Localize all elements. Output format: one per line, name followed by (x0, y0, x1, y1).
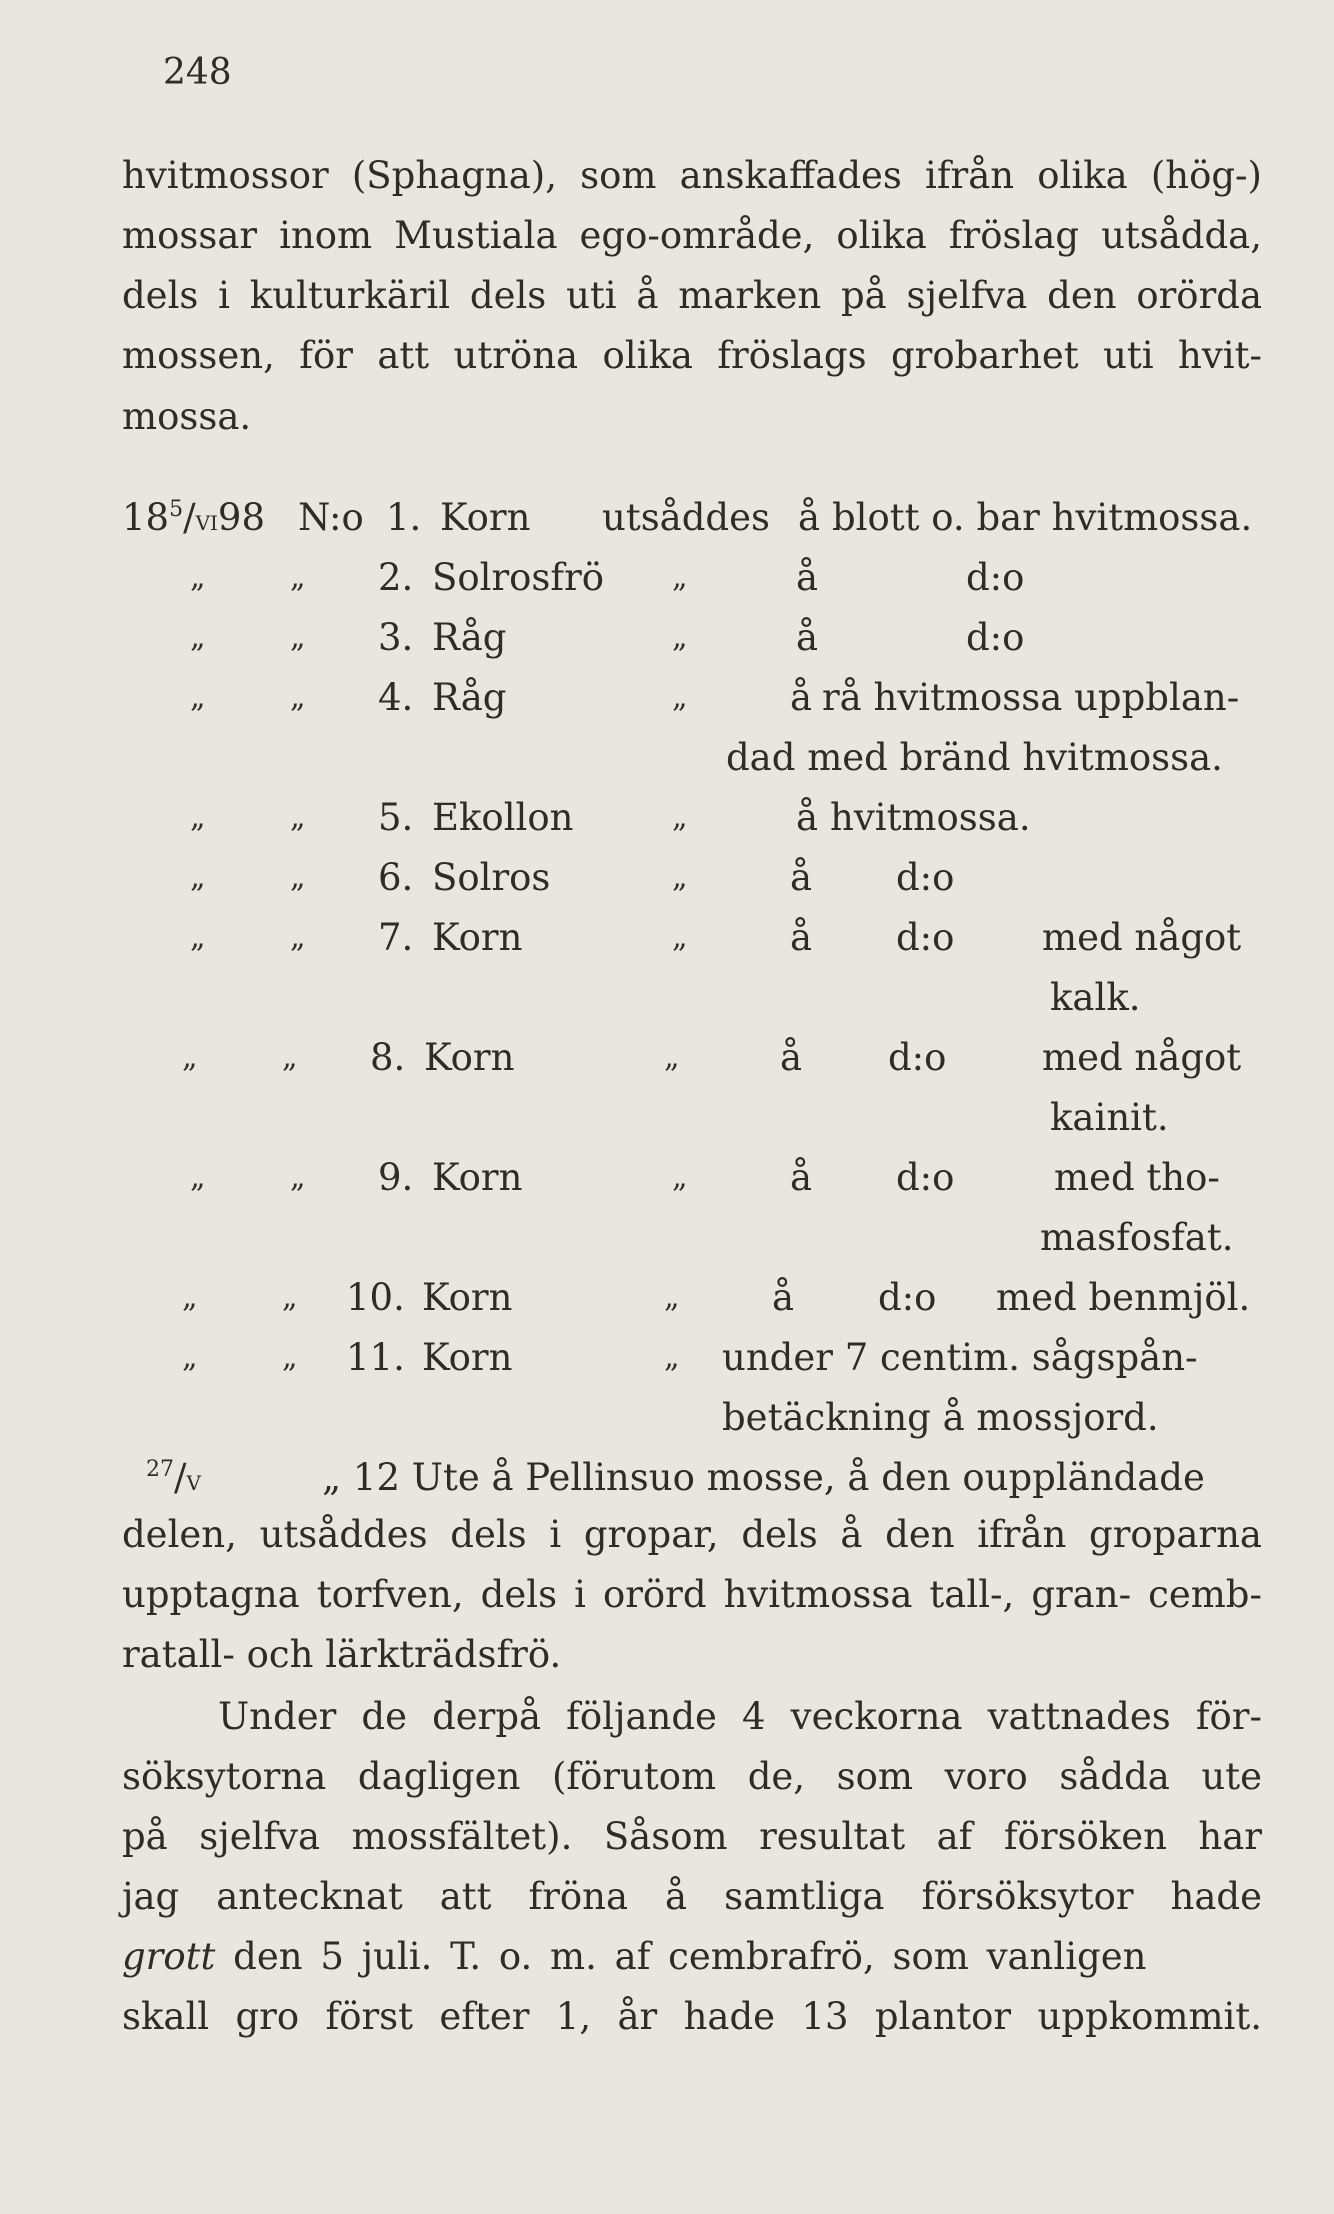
text-line: jag antecknat att fröna å samtliga försöksytor hade (122, 1875, 1262, 1918)
preposition: å (798, 496, 821, 539)
text-line: ratall- och lärkträdsfrö. (122, 1633, 562, 1676)
ditto-mark: „ (672, 560, 688, 595)
preposition: å (796, 796, 819, 839)
italic-word: grott (122, 1935, 216, 1978)
text-line: delen, utsåddes dels i gropar, dels å den ifrån groparna (122, 1513, 1262, 1556)
ditto-mark: „ (190, 920, 206, 955)
text-line: hvitmossor (Sphagna), som anskaffades ifrån olika (hög-) (122, 154, 1262, 197)
additive-continued: kainit. (1050, 1096, 1169, 1139)
additive: med något (1042, 1036, 1242, 1079)
text-line: söksytorna dagligen (förutom de, som voro sådda ute (122, 1755, 1262, 1798)
ditto-mark: „ (190, 620, 206, 655)
ditto-mark: „ (664, 1280, 680, 1315)
description: d:o (896, 1156, 955, 1199)
preposition: å (796, 556, 819, 599)
page-number: 248 (163, 52, 232, 93)
additive-continued: kalk. (1050, 976, 1141, 1019)
row-number: 10. (346, 1276, 405, 1319)
row-number: 4. (378, 676, 414, 719)
ditto-mark: „ (290, 1160, 306, 1195)
text-line: på sjelfva mossfältet). Såsom resultat af försöken har (122, 1815, 1262, 1858)
row-number: 7. (378, 916, 414, 959)
ditto-mark: „ (190, 860, 206, 895)
preposition: å (780, 1036, 803, 1079)
ditto-mark: „ (664, 1340, 680, 1375)
seed-name: Ekollon (432, 796, 574, 839)
description: blott o. bar hvitmossa. (832, 496, 1253, 539)
row-number: 9. (378, 1156, 414, 1199)
ditto-mark: „ (190, 1160, 206, 1195)
description: d:o (896, 856, 955, 899)
row-number: 8. (370, 1036, 406, 1079)
seed-name: Korn (422, 1336, 513, 1379)
text-line: upptagna torfven, dels i orörd hvitmossa tall-, gran- cemb- (122, 1573, 1262, 1616)
preposition: å (796, 616, 819, 659)
description: under 7 centim. sågspån- (722, 1336, 1198, 1379)
ditto-mark: „ (672, 1160, 688, 1195)
seed-name: Korn (424, 1036, 515, 1079)
preposition: å (790, 916, 813, 959)
preposition: å (790, 1156, 813, 1199)
description-continued: dad med bränd hvitmossa. (726, 736, 1223, 779)
description: d:o (878, 1276, 937, 1319)
ditto-mark: „ (672, 680, 688, 715)
entry-line: „ 12 Ute å Pellinsuo mosse, å den ouppländade (322, 1456, 1205, 1499)
additive: med benmjöl. (996, 1276, 1251, 1319)
additive: med något (1042, 916, 1242, 959)
row-number: 6. (378, 856, 414, 899)
ditto-mark: „ (190, 560, 206, 595)
row-number: 2. (378, 556, 414, 599)
ditto-mark: „ (182, 1280, 198, 1315)
preposition: å (772, 1276, 795, 1319)
row-number: 1. (386, 496, 422, 539)
no-label: N:o (298, 496, 364, 539)
text-line: skall gro först efter 1, år hade 13 plantor uppkommit. (122, 1995, 1262, 2038)
ditto-mark: „ (672, 860, 688, 895)
text-line: mossen, för att utröna olika fröslags grobarhet uti hvit- (122, 334, 1262, 377)
description: hvitmossa. (830, 796, 1031, 839)
preposition: å (790, 676, 813, 719)
description: d:o (966, 556, 1025, 599)
ditto-mark: „ (672, 800, 688, 835)
entry-date: $18^5/VI98$ (122, 496, 265, 539)
description: d:o (966, 616, 1025, 659)
ditto-mark: „ (672, 620, 688, 655)
ditto-mark: „ (282, 1340, 298, 1375)
seed-name: Korn (432, 916, 523, 959)
ditto-mark: „ (290, 680, 306, 715)
ditto-mark: „ (182, 1040, 198, 1075)
entry-date: $^{27}$/V (146, 1456, 201, 1499)
text-line: Under de derpå följande 4 veckorna vattnades för- (218, 1695, 1262, 1738)
ditto-mark: „ (190, 680, 206, 715)
ditto-mark: „ (290, 560, 306, 595)
ditto-mark: „ (290, 800, 306, 835)
preposition: å (790, 856, 813, 899)
ditto-mark: „ (290, 920, 306, 955)
text-line: grott den 5 juli. T. o. m. af cembrafrö, som vanligen (122, 1935, 1147, 1978)
row-number: 11. (346, 1336, 405, 1379)
seed-name: Solrosfrö (432, 556, 605, 599)
ditto-mark: „ (290, 620, 306, 655)
seed-name: Korn (432, 1156, 523, 1199)
description: rå hvitmossa uppblan- (822, 676, 1240, 719)
ditto-mark: „ (282, 1280, 298, 1315)
seed-name: Råg (432, 616, 507, 659)
text-line: dels i kulturkäril dels uti å marken på sjelfva den orörda (122, 274, 1262, 317)
row-number: 5. (378, 796, 414, 839)
additive-continued: masfosfat. (1040, 1216, 1234, 1259)
row-number: 3. (378, 616, 414, 659)
text-line: mossa. (122, 395, 252, 438)
seed-name: Solros (432, 856, 551, 899)
additive: med tho- (1054, 1156, 1220, 1199)
description-continued: betäckning å mossjord. (722, 1396, 1159, 1439)
ditto-mark: „ (190, 800, 206, 835)
ditto-mark: „ (290, 860, 306, 895)
ditto-mark: „ (672, 920, 688, 955)
ditto-mark: „ (182, 1340, 198, 1375)
seed-name: Korn (422, 1276, 513, 1319)
ditto-mark: „ (282, 1040, 298, 1075)
text-line: mossar inom Mustiala ego-område, olika fröslag utsådda, (122, 214, 1262, 257)
ditto-mark: „ (664, 1040, 680, 1075)
description: d:o (888, 1036, 947, 1079)
seed-name: Korn (440, 496, 531, 539)
description: d:o (896, 916, 955, 959)
seed-name: Råg (432, 676, 507, 719)
sowing-verb: utsåddes (602, 496, 770, 539)
